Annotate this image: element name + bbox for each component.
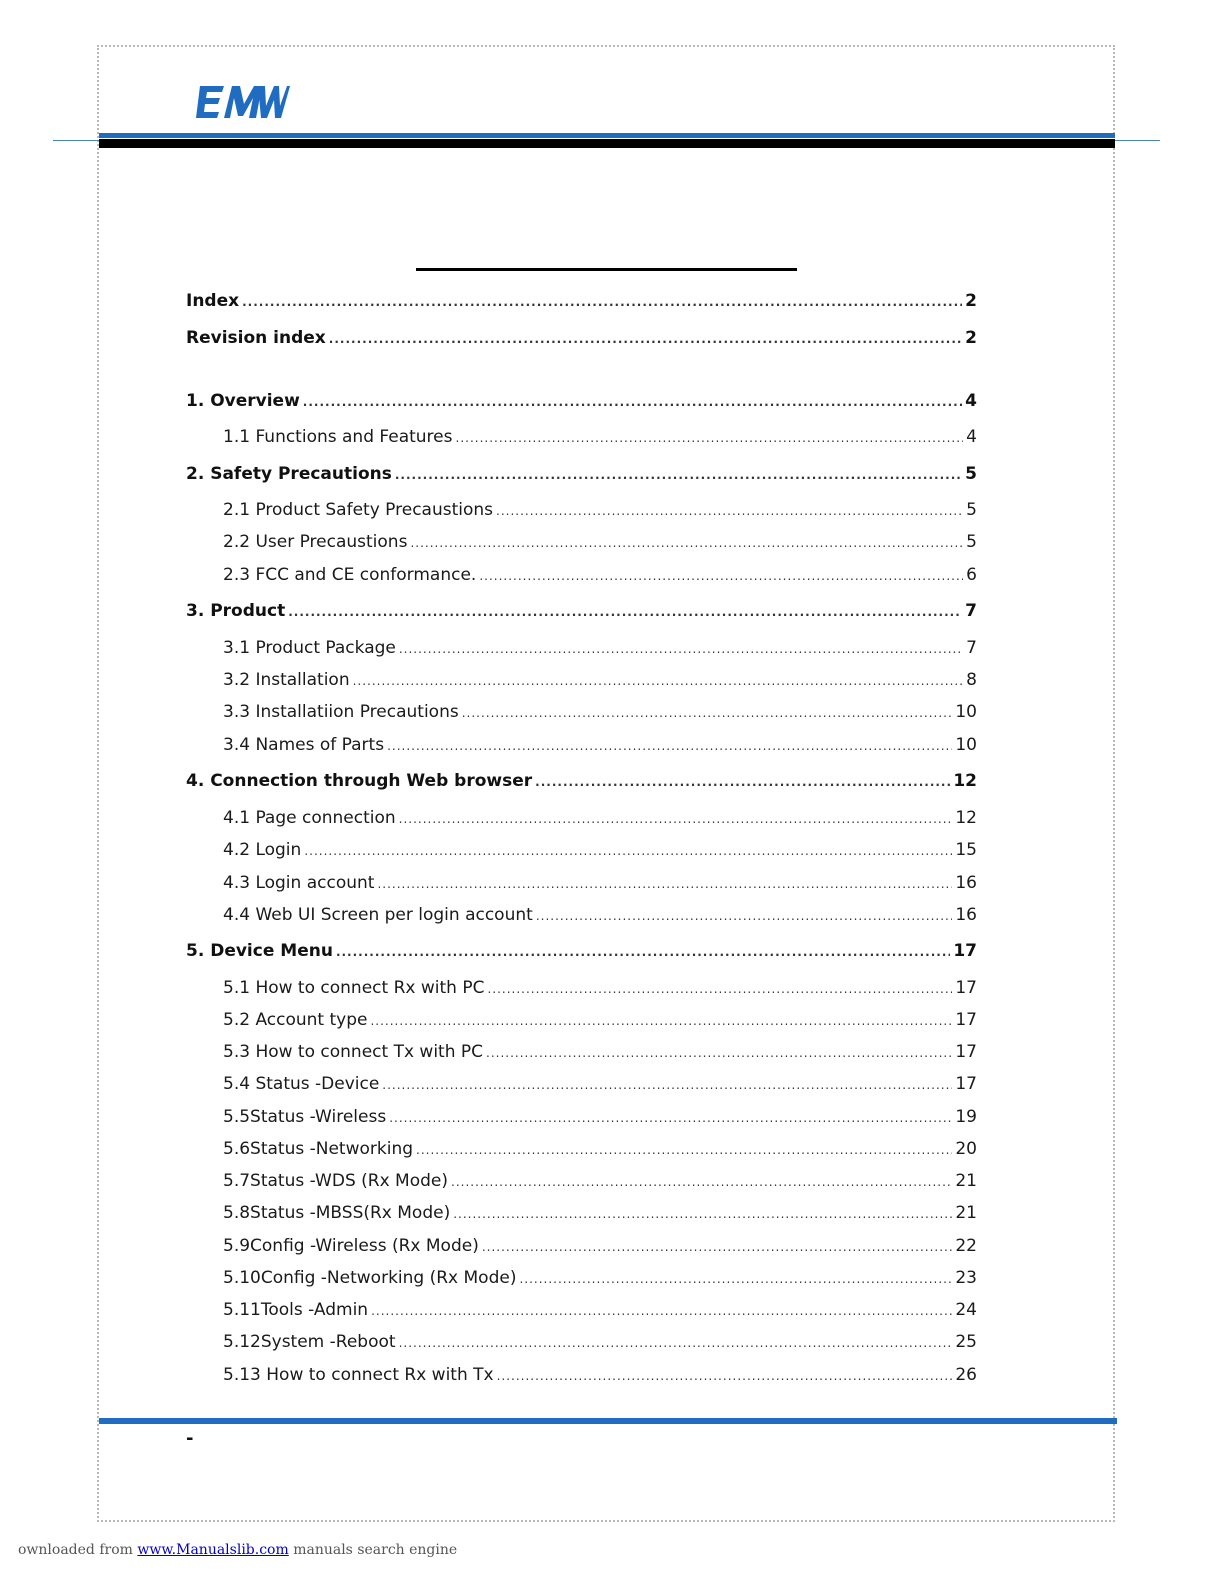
toc-entry-label: 5.3 How to connect Tx with PC — [223, 1042, 484, 1062]
toc-entry-label: Index — [186, 291, 240, 311]
toc-entry-page: 7 — [965, 601, 977, 621]
toc-entry-label: 5.6Status -Networking — [223, 1139, 414, 1159]
source-suffix: manuals search engine — [288, 1542, 458, 1558]
toc-entry-page: 22 — [955, 1236, 977, 1256]
toc-subsection[interactable] — [223, 1010, 977, 1030]
toc-entry-page: 10 — [955, 735, 977, 755]
toc-section[interactable] — [186, 771, 977, 791]
toc-leader-dots — [288, 606, 962, 618]
header-thin-rule-left — [53, 140, 99, 141]
toc-entry-label: 4.3 Login account — [223, 873, 375, 893]
toc-entry-label: 2.3 FCC and CE conformance. — [223, 565, 477, 585]
toc-entry-page: 5 — [966, 500, 977, 520]
toc-leader-dots — [456, 432, 964, 444]
toc-entry-page: 23 — [955, 1268, 977, 1288]
title-rule — [416, 268, 797, 271]
toc-entry-label: 3.1 Product Package — [223, 638, 396, 658]
toc-subsection[interactable] — [223, 532, 977, 552]
toc-leader-dots — [377, 878, 952, 890]
toc-entry-page: 5 — [965, 464, 977, 484]
toc-entry-page: 8 — [966, 670, 977, 690]
toc-subsection[interactable] — [223, 1171, 977, 1191]
toc-subsection[interactable] — [223, 1042, 977, 1062]
toc-leader-dots — [336, 946, 950, 958]
toc-leader-dots — [329, 333, 962, 345]
toc-entry-label: 5.4 Status -Device — [223, 1074, 380, 1094]
toc-entry-page: 17 — [953, 941, 977, 961]
toc-entry-label: 5.2 Account type — [223, 1010, 368, 1030]
page-marker: - — [186, 1428, 194, 1449]
toc-entry-page: 16 — [955, 905, 977, 925]
toc-subsection[interactable] — [223, 1074, 977, 1094]
toc-entry-label: 5.1 How to connect Rx with PC — [223, 978, 485, 998]
toc-leader-dots — [453, 1208, 952, 1220]
toc-entry-page: 19 — [955, 1107, 977, 1127]
toc-leader-dots — [410, 537, 963, 549]
toc-leader-dots — [395, 469, 962, 481]
toc-leader-dots — [416, 1144, 952, 1156]
toc-entry-label: Revision index — [186, 328, 326, 348]
toc-entry-label: 3.2 Installation — [223, 670, 350, 690]
toc-leader-dots — [304, 845, 952, 857]
emw-logo — [196, 84, 290, 120]
toc-entry-page: 4 — [965, 391, 977, 411]
toc-entry-page: 4 — [966, 427, 977, 447]
toc-entry-label: 4. Connection through Web browser — [186, 771, 533, 791]
header-blue-rule — [99, 133, 1115, 138]
toc-entry-page: 6 — [966, 565, 977, 585]
toc-entry-label: 5.8Status -MBSS(Rx Mode) — [223, 1203, 451, 1223]
toc-entry-page: 21 — [955, 1171, 977, 1191]
toc-subsection[interactable] — [223, 565, 977, 585]
toc-leader-dots — [389, 1112, 952, 1124]
toc-entry-page: 25 — [955, 1332, 977, 1352]
toc-entry-label: 4.2 Login — [223, 840, 302, 860]
toc-entry-label: 2.1 Product Safety Precaustions — [223, 500, 494, 520]
toc-leader-dots — [487, 983, 952, 995]
toc-entry-label: 5.12System -Reboot — [223, 1332, 396, 1352]
toc-leader-dots — [519, 1273, 952, 1285]
toc-subsection[interactable] — [223, 1268, 977, 1288]
toc-entry-page: 2 — [965, 328, 977, 348]
toc-leader-dots — [242, 296, 962, 308]
toc-entry-label: 1. Overview — [186, 391, 300, 411]
toc-section[interactable] — [186, 328, 977, 348]
toc-entry-label: 5. Device Menu — [186, 941, 333, 961]
toc-subsection[interactable] — [223, 1365, 977, 1385]
toc-entry-page: 17 — [955, 1042, 977, 1062]
toc-leader-dots — [387, 740, 952, 752]
header-black-rule — [99, 139, 1115, 148]
toc-entry-label: 5.11Tools -Admin — [223, 1300, 369, 1320]
toc-subsection[interactable] — [223, 427, 977, 447]
toc-leader-dots — [382, 1079, 952, 1091]
toc-subsection[interactable] — [223, 1236, 977, 1256]
toc-leader-dots — [303, 396, 962, 408]
toc-entry-label: 1.1 Functions and Features — [223, 427, 453, 447]
toc-subsection[interactable] — [223, 702, 977, 722]
toc-subsection[interactable] — [223, 905, 977, 925]
toc-entry-label: 3. Product — [186, 601, 286, 621]
toc-entry-label: 5.10Config -Networking (Rx Mode) — [223, 1268, 517, 1288]
toc-entry-page: 26 — [955, 1365, 977, 1385]
toc-section[interactable] — [186, 941, 977, 961]
toc-entry-page: 10 — [955, 702, 977, 722]
toc-entry-label: 5.7Status -WDS (Rx Mode) — [223, 1171, 449, 1191]
toc-entry-page: 17 — [955, 978, 977, 998]
toc-subsection[interactable] — [223, 735, 977, 755]
toc-section[interactable] — [186, 391, 977, 411]
toc-subsection[interactable] — [223, 1332, 977, 1352]
toc-leader-dots — [399, 643, 963, 655]
toc-entry-label: 3.3 Installatiion Precautions — [223, 702, 459, 722]
toc-entry-page: 17 — [955, 1010, 977, 1030]
toc-subsection[interactable] — [223, 500, 977, 520]
toc-subsection[interactable] — [223, 638, 977, 658]
toc-entry-page: 7 — [966, 638, 977, 658]
toc-leader-dots — [536, 910, 953, 922]
source-prefix: ownloaded from — [18, 1542, 138, 1558]
toc-subsection[interactable] — [223, 808, 977, 828]
toc-leader-dots — [399, 1337, 953, 1349]
toc-entry-page: 20 — [955, 1139, 977, 1159]
source-line — [18, 1542, 457, 1558]
toc-entry-page: 2 — [965, 291, 977, 311]
toc-leader-dots — [482, 1241, 953, 1253]
toc-entry-page: 17 — [955, 1074, 977, 1094]
toc-subsection[interactable] — [223, 1203, 977, 1223]
toc-leader-dots — [399, 813, 953, 825]
toc-leader-dots — [486, 1047, 952, 1059]
toc-entry-label: 2. Safety Precautions — [186, 464, 392, 484]
toc-leader-dots — [462, 707, 953, 719]
toc-entry-label: 3.4 Names of Parts — [223, 735, 385, 755]
toc-leader-dots — [451, 1176, 952, 1188]
toc-leader-dots — [496, 505, 963, 517]
toc-subsection[interactable] — [223, 670, 977, 690]
toc-leader-dots — [535, 776, 950, 788]
toc-subsection[interactable] — [223, 873, 977, 893]
toc-entry-page: 16 — [955, 873, 977, 893]
toc-entry-label: 2.2 User Precaustions — [223, 532, 408, 552]
toc-entry-page: 24 — [955, 1300, 977, 1320]
toc-entry-page: 15 — [955, 840, 977, 860]
toc-entry-page: 21 — [955, 1203, 977, 1223]
toc-leader-dots — [479, 570, 963, 582]
header-thin-rule-right — [1115, 140, 1160, 141]
toc-subsection[interactable] — [223, 978, 977, 998]
toc-section[interactable] — [186, 464, 977, 484]
toc-entry-label: 5.9Config -Wireless (Rx Mode) — [223, 1236, 479, 1256]
toc-subsection[interactable] — [223, 1300, 977, 1320]
toc-section[interactable] — [186, 601, 977, 621]
toc-entry-label: 5.13 How to connect Rx with Tx — [223, 1365, 494, 1385]
toc-leader-dots — [370, 1015, 952, 1027]
source-link[interactable]: www.Manualslib.com — [137, 1542, 289, 1558]
toc-section[interactable] — [186, 291, 977, 311]
footer-blue-rule — [99, 1418, 1117, 1424]
toc-leader-dots — [371, 1305, 952, 1317]
toc-subsection[interactable] — [223, 840, 977, 860]
toc-entry-page: 5 — [966, 532, 977, 552]
toc-leader-dots — [353, 675, 964, 687]
toc-entry-label: 5.5Status -Wireless — [223, 1107, 387, 1127]
toc-entry-label: 4.1 Page connection — [223, 808, 396, 828]
toc-entry-label: 4.4 Web UI Screen per login account — [223, 905, 533, 925]
toc-subsection[interactable] — [223, 1107, 977, 1127]
toc-entry-page: 12 — [953, 771, 977, 791]
toc-entry-page: 12 — [955, 808, 977, 828]
toc-leader-dots — [497, 1370, 953, 1382]
toc-subsection[interactable] — [223, 1139, 977, 1159]
